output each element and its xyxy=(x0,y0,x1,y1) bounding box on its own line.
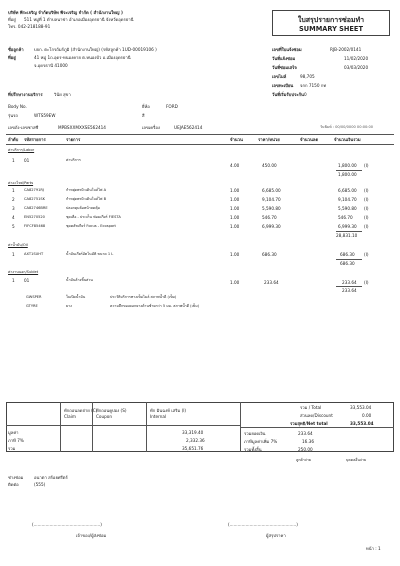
company-name: บริษัท พีระเจริญ จำกัดบริษัท พีระเจริญ จำกัด ( สำนักงานใหญ่ ) xyxy=(8,10,123,15)
cell-code: FIFCF85468 xyxy=(24,224,46,228)
internal-header-en: Internal xyxy=(150,414,167,419)
signature-line-customer: (..................................................) xyxy=(32,522,102,527)
title-box xyxy=(272,10,390,36)
print-datetime: วันพิมพ์ : 00/00/0000 00:00:00 xyxy=(320,125,374,129)
cell-desc: กำหยุ่ดพรมิวเดินโบล์ไฟ A xyxy=(66,188,107,192)
cell-price: 6,685.00 xyxy=(262,188,281,193)
warranty-value: 0 xyxy=(304,92,307,97)
cell-no: 1 xyxy=(12,188,15,193)
cell-price: 450.00 xyxy=(262,163,277,168)
grand-total-value: 250.00 xyxy=(298,447,313,452)
cell-code: CA82751SK xyxy=(24,197,46,201)
cell-total: 6,685.00 xyxy=(338,188,357,193)
table-header-rule xyxy=(6,144,394,145)
section-labor-subtotal: 1,800.00 xyxy=(338,172,357,177)
plate-value: จกก 7150 กท xyxy=(300,83,327,88)
cell-price: 9,104.70 xyxy=(262,197,281,202)
section-labor-title: ค่าบริการ/Labor xyxy=(8,148,35,152)
summary-row-label: ภาษี 7% xyxy=(8,438,24,443)
cell-qty: 1.00 xyxy=(230,206,240,211)
plate-label: เลขทะเบียน xyxy=(272,83,294,88)
customer-addr-1: 41 หมู่ 1ถ.อุดร-หนองคาย ต.หนองบัว อ.เมืองอุดรธานี xyxy=(34,55,131,60)
finish-date-value: 03/03/2020 xyxy=(344,65,369,70)
chassis-label: เลขถัง-เลขชาสซี xyxy=(8,125,39,130)
company-address-label: ที่อยู่ xyxy=(8,17,16,22)
signature-label-estimator: ผู้สรุปราคา xyxy=(266,533,286,538)
sum-amount-value: 233.64 xyxy=(298,431,313,436)
vat-value: 16.36 xyxy=(302,439,314,444)
note-type: ยาง xyxy=(66,304,72,308)
customer-name: บจก. ตะโกรถัมร์ภูมิ (สำนักงานใหญ่) (รหัสลูกค้า 1UD-00019106 ) xyxy=(34,47,157,52)
total-value: 33,553.04 xyxy=(350,405,372,410)
repair-order-value: RJB-2002/0141 xyxy=(330,47,362,52)
cell-code: CA82791RJ xyxy=(24,188,44,192)
cell-desc: ค่าบริการ xyxy=(66,158,81,162)
signature-line-estimator: (..................................................) xyxy=(228,522,298,527)
summary-row-internal: 2,332.36 xyxy=(186,438,205,443)
internal-header: ทัก มินฉงห์ เสริม (I) xyxy=(150,408,187,413)
note-code: GWSPER xyxy=(26,295,42,299)
cell-desc: ชุดเสือ - ประเก็น ฟ่อมเกียร์ FIESTA xyxy=(66,215,121,219)
net-total-value: 33,553.04 xyxy=(350,421,374,426)
col-qty: จำนวน xyxy=(230,137,243,142)
cell-qty: 1.00 xyxy=(230,197,240,202)
summary-vline-3 xyxy=(146,402,147,452)
cell-desc: ปลอกดุมล้อหน้าลดคุ้ม xyxy=(66,206,101,210)
technician-name: อนาตา สร้อยศรีตร์ xyxy=(34,475,68,480)
brand-value: FORD xyxy=(166,104,178,109)
cell-no: 2 xyxy=(12,197,15,202)
col-price: ราคา/หน่วย xyxy=(258,137,280,142)
col-no: ลำดับ xyxy=(8,137,19,142)
summary-vline-1 xyxy=(60,402,61,452)
body-no-label: Body No. xyxy=(8,104,27,109)
customer-addr-label: ที่อยู่ xyxy=(8,55,16,60)
cell-price: 546.70 xyxy=(262,215,277,220)
doc-title-en: SUMMARY SHEET xyxy=(299,25,363,33)
section-oil-title: ค่าน้ำมัน/Oil xyxy=(8,243,28,247)
cell-no: 5 xyxy=(12,224,15,229)
subtotal-rule xyxy=(336,170,362,171)
brand-label: ยี่ห้อ xyxy=(142,104,150,109)
discount-label: ส่วนลด/Discount xyxy=(300,413,333,418)
cell-no: 4 xyxy=(12,215,15,220)
cell-tag: (I) xyxy=(364,252,369,257)
page-number: หน้า : 1 xyxy=(366,546,381,551)
cell-code: EN5270520 xyxy=(24,215,45,219)
cell-desc: กำหยุ่ดพรมิวเดินโบล์ไฟ B xyxy=(66,197,107,201)
cell-qty: 1.00 xyxy=(230,224,240,229)
col-desc: รายการ xyxy=(66,137,81,142)
section-sublet-subtotal: 233.64 xyxy=(342,288,357,293)
col-code: รหัสรายการ xyxy=(24,137,46,142)
model-label: รุ่นรถ xyxy=(8,113,18,118)
cell-price: 6,999.30 xyxy=(262,224,281,229)
cell-code: 01 xyxy=(24,278,30,283)
cell-desc: ชุดคลัชเกียร์ Focus - Ecosport xyxy=(66,224,116,228)
cell-no: 3 xyxy=(12,206,15,211)
cell-price: 5,590.80 xyxy=(262,206,281,211)
mileage-value: 98,705 xyxy=(300,74,315,79)
col-total: จำนวนเงินรวม xyxy=(334,137,361,142)
company-address: 511 หมู่ที่ 1 ตำบลนาข่า อำเภอเมืองอุดรธานี จังหวัดอุดรธานี xyxy=(24,17,134,22)
note-text: ประวัติบริการทางเข็มไมล์ สภาพน้ำดี (เข็ม) xyxy=(110,295,177,299)
table-top-rule xyxy=(6,134,394,135)
cell-qty: 1.00 xyxy=(230,280,240,285)
cell-qty: 4.00 xyxy=(230,163,240,168)
section-parts-title: ค่าอะไหล่/Parts xyxy=(8,181,34,185)
cell-qty: 1.00 xyxy=(230,188,240,193)
subtotal-rule xyxy=(336,286,362,287)
cell-qty: 1.00 xyxy=(230,215,240,220)
cell-total: 1,800.00 xyxy=(338,163,357,168)
cell-code: 01 xyxy=(24,158,30,163)
vat-label: ภาษีมูลค่าเพิ่ม 7% xyxy=(244,439,278,444)
cell-tag: (I) xyxy=(364,188,369,193)
col-discount: จำนวนลด xyxy=(300,137,319,142)
net-total-label: รวมสุทธิ/Net total xyxy=(290,421,328,426)
order-date-label: วันที่แจ้งซ่อม xyxy=(272,56,296,61)
cell-tag: (I) xyxy=(364,215,369,220)
sum-amount-label: รวมยอดเงิน xyxy=(244,431,266,436)
cell-no: 1 xyxy=(12,158,15,163)
cell-price: 686.30 xyxy=(262,252,277,257)
engine-label: เลขเครื่อง xyxy=(142,125,160,130)
discount-value: 0.00 xyxy=(362,413,372,418)
coupon-header-en: Coupon xyxy=(96,414,113,419)
finish-date-label: วันที่ซ่อมเสร็จ xyxy=(272,65,297,70)
cell-tag: (I) xyxy=(364,197,369,202)
cell-price: 233.64 xyxy=(264,280,279,285)
customer-name-label: ชื่อลูกค้า xyxy=(8,47,24,52)
cell-no: 1 xyxy=(12,252,15,257)
company-tel: โทร. 042-218188-91 xyxy=(8,24,51,29)
cell-qty: 1.00 xyxy=(230,252,240,257)
cell-tag: (I) xyxy=(364,224,369,229)
subtotal-rule xyxy=(336,259,362,260)
repair-order-label: เลขที่ใบแจ้งซ่อม xyxy=(272,47,302,52)
coupon-header: ทักถอนคูปอง (S) xyxy=(96,408,127,413)
cell-total: 5,590.80 xyxy=(338,206,357,211)
cell-tag: (I) xyxy=(364,280,369,285)
advisor-name: วินัย สุขา xyxy=(54,92,71,97)
signature-label-customer: เจ้าของ/ผู้ส่งซ่อม xyxy=(76,533,107,538)
section-parts-subtotal: 28,831.10 xyxy=(336,233,358,238)
summary-row-label: มูลค่า xyxy=(8,430,19,435)
color-label: สี xyxy=(142,113,145,118)
insurer-pays-label: บุคคลอื่นจ่าย xyxy=(346,458,367,462)
cell-total: 546.70 xyxy=(338,215,353,220)
note-code: GTYRE xyxy=(26,304,38,308)
warranty-label: วันที่เริ่มรับประกัน xyxy=(272,92,304,97)
summary-row-internal: 35,651.76 xyxy=(182,446,204,451)
cell-desc: น้ำมันเกียร์อัตโนมัติ ขนาด 1 L xyxy=(66,252,114,256)
model-value: WTS59EW xyxy=(34,113,56,118)
cell-total: 6,999.30 xyxy=(338,224,357,229)
claim-header: ทักถอนลดจ่าย (C) xyxy=(64,408,98,413)
mileage-label: เลขไมล์ xyxy=(272,74,287,79)
order-date-value: 11/02/2020 xyxy=(344,56,369,61)
note-text: ความลึกของดอกยางด้านซ้ายกว่า 5 มม. สภาพน้ำดี (เข็ม) xyxy=(110,304,200,308)
cell-total: 686.30 xyxy=(340,252,355,257)
contact-tel-label: ติดต่อ xyxy=(8,482,19,487)
claim-header-en: Claim xyxy=(64,414,76,419)
section-sublet-title: ค่างานนอก/Sublet xyxy=(8,270,39,274)
customer-addr-2: จ.อุดรธานี 41000 xyxy=(34,63,68,68)
contact-tel: (555) xyxy=(34,482,46,487)
note-type: ใบเปิดน้ำมัน xyxy=(66,295,86,299)
cell-tag: (I) xyxy=(364,206,369,211)
section-oil-subtotal: 686.30 xyxy=(340,261,355,266)
cell-tag: (I) xyxy=(364,163,369,168)
cell-total: 233.64 xyxy=(342,280,357,285)
total-label: รวม / Total xyxy=(300,405,322,410)
summary-row-label: รวม xyxy=(8,446,16,451)
advisor-label: ที่ปรึกษางานบริการ xyxy=(8,92,43,97)
chassis-value: MPBSXXMXXSE562414 xyxy=(58,125,106,130)
summary-row-internal: 33,319.40 xyxy=(182,430,204,435)
cell-total: 9,104.70 xyxy=(338,197,357,202)
cell-no: 1 xyxy=(12,278,15,283)
cell-code: AXT1SUHT xyxy=(24,252,44,256)
grand-total-label: รวมทั้งสิ้น xyxy=(244,447,262,452)
summary-hline-1 xyxy=(6,425,240,426)
summary-hline-right xyxy=(240,427,394,428)
engine-value: UEJAE562414 xyxy=(174,125,203,130)
technician-label: ช่างซ่อม xyxy=(8,475,24,480)
cell-code: CA82746BRE xyxy=(24,206,48,210)
doc-title-th: ใบสรุปรายการซ่อมทำ xyxy=(297,16,365,24)
cell-desc: น้ำมันล้างชิ้นส่วน xyxy=(66,278,93,282)
subtotal-rule xyxy=(336,231,362,232)
customer-pays-label: ลูกค้าจ่าย xyxy=(296,458,312,462)
